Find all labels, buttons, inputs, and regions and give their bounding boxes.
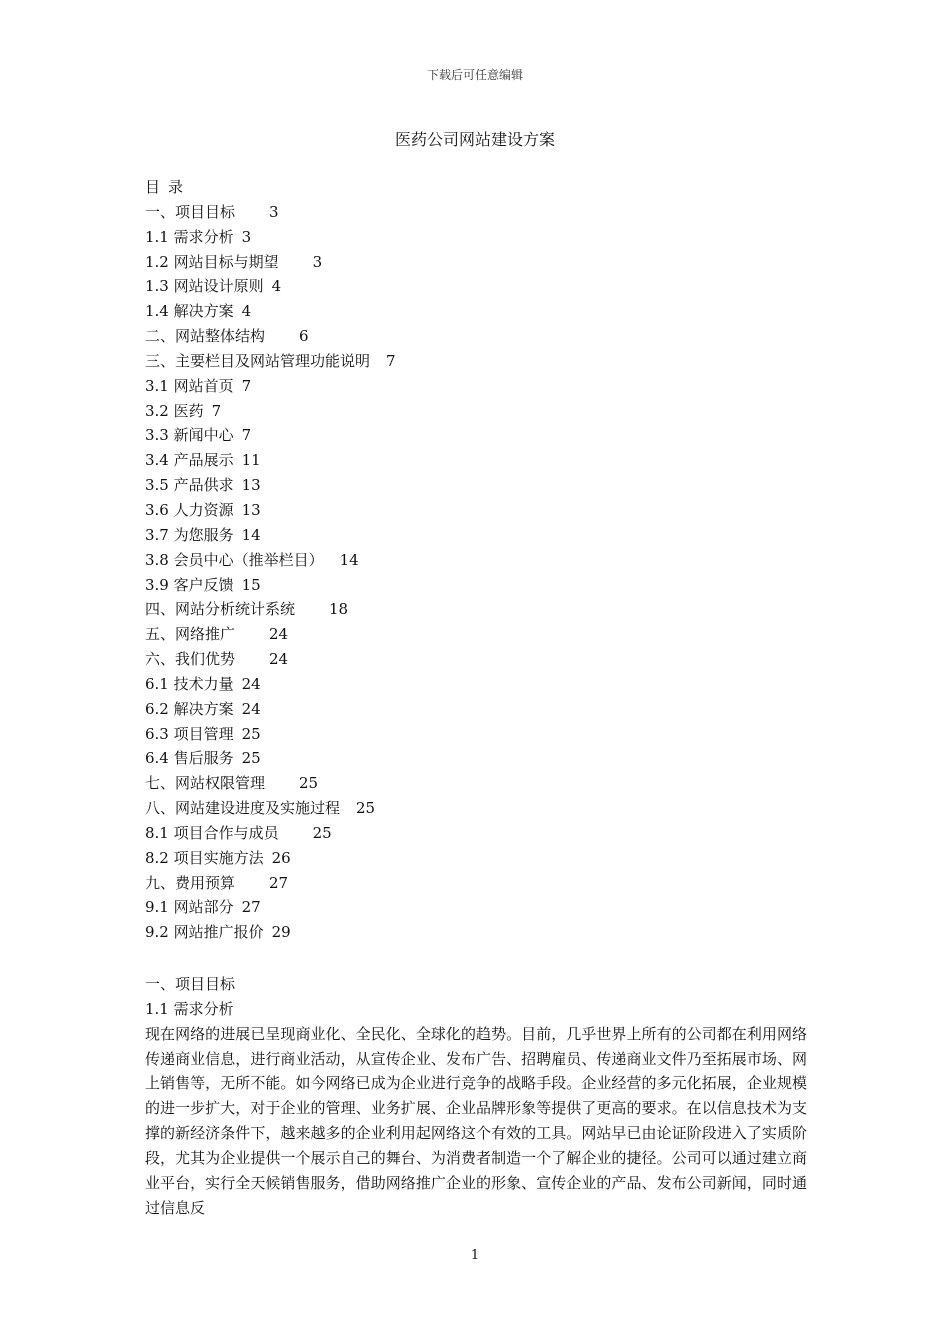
toc-entry	[145, 448, 825, 473]
toc-entry-page: 24	[241, 699, 261, 718]
toc-entry	[145, 473, 825, 498]
toc-entry	[145, 846, 825, 871]
toc-entry-page: 11	[241, 451, 261, 470]
toc-entry	[145, 548, 825, 573]
toc-entry	[145, 647, 825, 672]
toc-entry	[145, 697, 825, 722]
toc-entry-label: 1.1 需求分析	[145, 227, 234, 246]
toc-entry-label: 9.1 网站部分	[145, 898, 234, 917]
toc-entry	[145, 746, 825, 771]
toc-entry-label: 1.3 网站设计原则	[145, 277, 264, 296]
toc-entry-page: 24	[269, 625, 289, 644]
toc-entry	[145, 771, 825, 796]
toc-entry-page: 6	[299, 327, 309, 346]
toc-entry-page: 25	[241, 724, 261, 743]
toc-entry-label: 3.2 医药	[145, 401, 204, 420]
body-paragraph: 现在网络的进展已呈现商业化、全民化、全球化的趋势。目前，几乎世界上所有的公司都在利用网络传递商业信息，进行商业活动，从宣传企业、发布广告、招聘雇员、传递商业文件乃至拓展市场、网上销售等，无所不能。如今网络已成为企业进行竞争的战略手段。企业经营的多元化拓展，企业规模的进一步扩大，对于企业的管理、业务扩展、企业品牌形象等提供了更高的要求。在以信息技术为支撑的新经济条件下，越来越多的企业利用起网络这个有效的工具。网站早已由论证阶段进入了实质阶段，尤其为企业提供一个展示自己的舞台、为消费者制造一个了解企业的捷径。公司可以通过建立商业平台，实行全天候销售服务，借助网络推广企业的形象、宣传企业的产品、发布公司新闻，同时通过信息反	[145, 1024, 807, 1217]
toc-entry-page: 13	[241, 500, 261, 519]
toc-entry-page: 15	[241, 575, 261, 594]
toc-entry-page: 26	[271, 848, 291, 867]
toc-entry	[145, 920, 825, 945]
toc-entry	[145, 225, 825, 250]
section-heading: 一、项目目标	[145, 975, 236, 993]
toc-entry-label: 七、网站权限管理	[145, 774, 266, 793]
toc-entry	[145, 622, 825, 647]
toc-entry-page: 27	[269, 873, 289, 892]
toc-entry-label: 8.1 项目合作与成员	[145, 823, 279, 842]
toc-entry-label: 3.7 为您服务	[145, 525, 234, 544]
toc-entry-page: 7	[211, 401, 222, 420]
toc-entry-label: 六、我们优势	[145, 650, 236, 669]
toc-entry	[145, 374, 825, 399]
toc-entry-page: 24	[269, 650, 289, 669]
toc-entry	[145, 324, 825, 349]
page-header: 下载后可任意编辑	[426, 68, 523, 82]
toc-entry-page: 25	[241, 749, 261, 768]
toc-entry	[145, 399, 825, 424]
toc-entry-page: 27	[241, 898, 261, 917]
toc-entry-page: 4	[271, 277, 282, 296]
toc-entry-page: 4	[241, 302, 252, 321]
toc-entry-page: 24	[241, 674, 261, 693]
toc-entry	[145, 573, 825, 598]
toc-heading: 目录	[145, 178, 192, 196]
toc-entry-label: 3.4 产品展示	[145, 451, 234, 470]
toc-entry-page: 18	[329, 600, 349, 619]
toc-entry	[145, 672, 825, 697]
toc-entry-label: 五、网络推广	[145, 625, 236, 644]
toc-entry-label: 6.1 技术力量	[145, 674, 234, 693]
toc-entry	[145, 250, 825, 275]
toc-entry-label: 3.5 产品供求	[145, 476, 234, 495]
toc-entry-label: 一、项目目标	[145, 202, 236, 221]
toc-entry	[145, 423, 825, 448]
toc-entry	[145, 597, 825, 622]
toc-entry-page: 25	[356, 799, 376, 818]
toc-entry-label: 四、网站分析统计系统	[145, 600, 296, 619]
toc-entry	[145, 722, 825, 747]
toc-entry-page: 14	[241, 525, 261, 544]
toc-entry	[145, 523, 825, 548]
toc-entry-label: 3.8 会员中心（推举栏目）	[145, 550, 324, 569]
toc-entry-page: 13	[241, 476, 261, 495]
toc-entry-page: 7	[386, 351, 396, 370]
toc-entry	[145, 895, 825, 920]
toc-entry-label: 3.1 网站首页	[145, 376, 234, 395]
toc-entry	[145, 796, 825, 821]
toc-entry-label: 6.4 售后服务	[145, 749, 234, 768]
toc-entry	[145, 821, 825, 846]
section-project-goals	[145, 972, 807, 1220]
toc-entry-page: 25	[299, 774, 319, 793]
toc-entry-page: 25	[312, 823, 332, 842]
toc-entry-page: 3	[312, 252, 323, 271]
toc-entry-label: 1.4 解决方案	[145, 302, 234, 321]
document-title: 医药公司网站建设方案	[394, 130, 555, 149]
toc-entry-label: 九、费用预算	[145, 873, 236, 892]
toc-entry-label: 8.2 项目实施方法	[145, 848, 264, 867]
table-of-contents	[145, 175, 825, 945]
toc-entry-label: 三、主要栏目及网站管理功能说明	[145, 351, 371, 370]
toc-entry-label: 1.2 网站目标与期望	[145, 252, 279, 271]
toc-entry-label: 6.3 项目管理	[145, 724, 234, 743]
toc-entry	[145, 871, 825, 896]
toc-entry-page: 14	[339, 550, 359, 569]
toc-entry-label: 二、网站整体结构	[145, 327, 266, 346]
toc-entry-label: 3.3 新闻中心	[145, 426, 234, 445]
toc-entry-page: 3	[269, 202, 279, 221]
toc-entry-page: 3	[241, 227, 252, 246]
toc-entry-label: 3.9 客户反馈	[145, 575, 234, 594]
toc-entry-label: 6.2 解决方案	[145, 699, 234, 718]
toc-entry	[145, 200, 825, 225]
toc-entry-label: 9.2 网站推广报价	[145, 923, 264, 942]
toc-entry	[145, 349, 825, 374]
toc-entry-page: 7	[241, 426, 252, 445]
section-subheading: 1.1 需求分析	[145, 999, 234, 1018]
toc-entry-page: 29	[271, 923, 291, 942]
toc-entry	[145, 274, 825, 299]
page-number: 1	[470, 1248, 480, 1263]
toc-entry-label: 八、网站建设进度及实施过程	[145, 799, 341, 818]
toc-entry-page: 7	[241, 376, 252, 395]
toc-entry	[145, 299, 825, 324]
toc-entry-label: 3.6 人力资源	[145, 500, 234, 519]
toc-entry	[145, 498, 825, 523]
